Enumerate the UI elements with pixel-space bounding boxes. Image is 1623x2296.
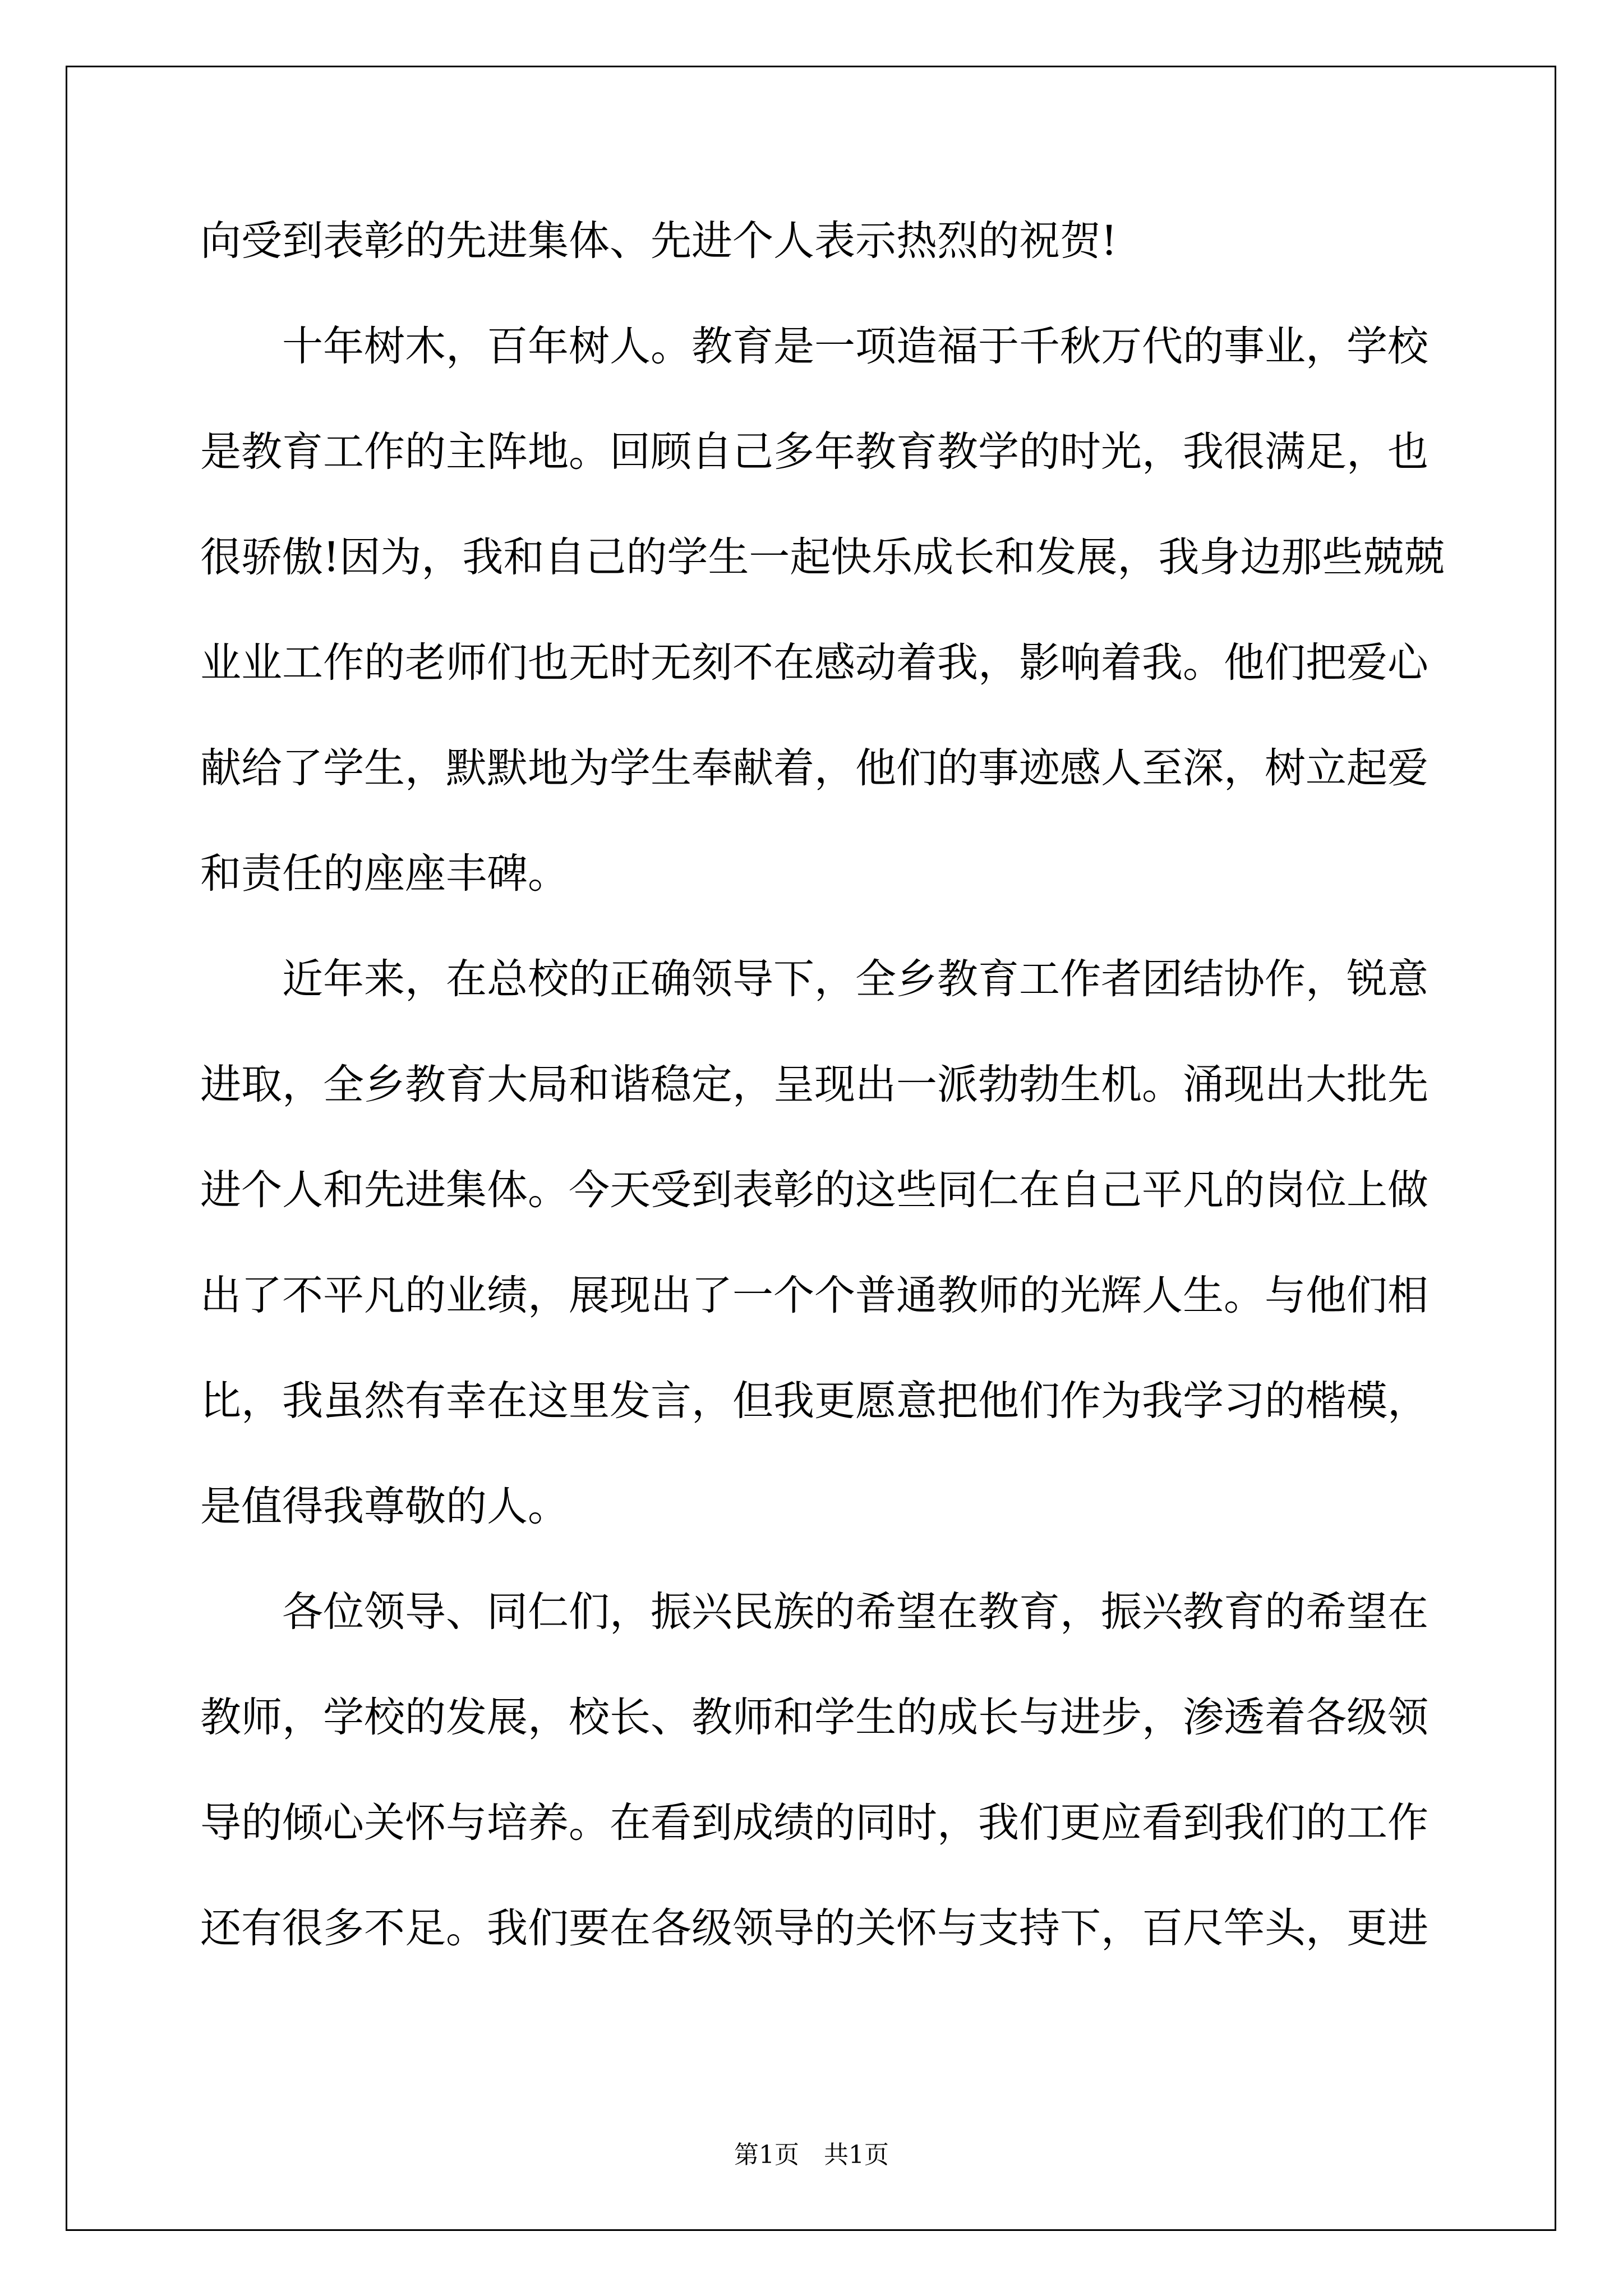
text-line: 近年来，在总校的正确领导下，全乡教育工作者团结协作，锐意 [282,955,1428,1003]
text-line: 和责任的座座丰碑。 [200,850,569,898]
text-line: 是教育工作的主阵地。回顾自己多年教育教学的时光，我很满足，也 [200,428,1428,476]
text-line: 业业工作的老师们也无时无刻不在感动着我，影响着我。他们把爱心 [200,639,1428,687]
text-line: 献给了学生，默默地为学生奉献着，他们的事迹感人至深，树立起爱 [200,744,1428,792]
text-line: 导的倾心关怀与培养。在看到成绩的同时，我们更应看到我们的工作 [200,1799,1428,1847]
text-line: 是值得我尊敬的人。 [200,1483,569,1530]
text-line: 比，我虽然有幸在这里发言，但我更愿意把他们作为我学习的楷模， [200,1377,1428,1425]
text-line: 向受到表彰的先进集体、先进个人表示热烈的祝贺! [200,217,1118,265]
text-line: 十年树木，百年树人。教育是一项造福于千秋万代的事业，学校 [282,323,1428,370]
text-line: 各位领导、同仁们，振兴民族的希望在教育，振兴教育的希望在 [282,1588,1428,1636]
page-footer: 第1页 共1页 [734,2141,889,2169]
document-body [200,216,1445,2009]
text-line: 很骄傲!因为，我和自己的学生一起快乐成长和发展，我身边那些兢兢 [200,533,1445,581]
text-line: 出了不平凡的业绩，展现出了一个个普通教师的光辉人生。与他们相 [200,1272,1428,1319]
text-line: 进个人和先进集体。今天受到表彰的这些同仁在自己平凡的岗位上做 [200,1166,1428,1214]
text-line: 教师，学校的发展，校长、教师和学生的成长与进步，渗透着各级领 [200,1694,1428,1741]
text-line: 进取，全乡教育大局和谐稳定，呈现出一派勃勃生机。涌现出大批先 [200,1061,1428,1108]
text-line: 还有很多不足。我们要在各级领导的关怀与支持下，百尺竿头，更进 [200,1904,1428,1952]
